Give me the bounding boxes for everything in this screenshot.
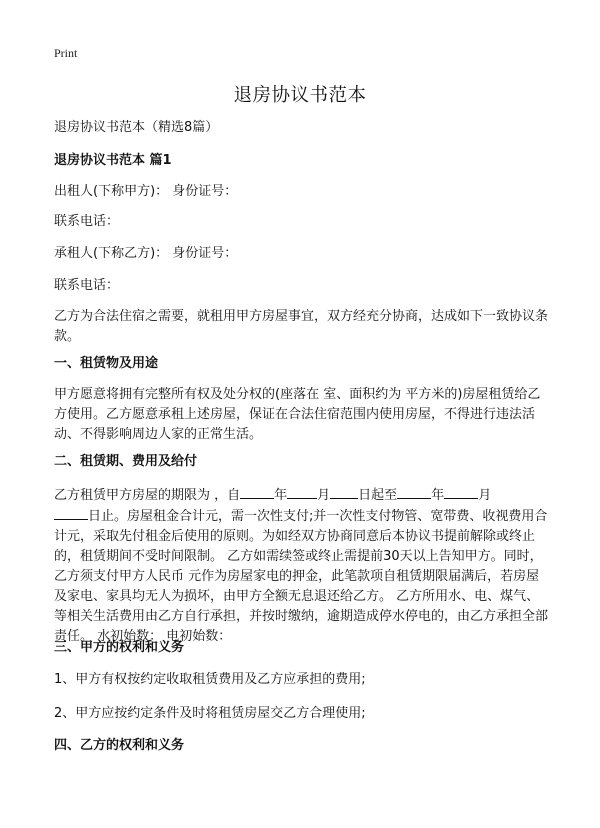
page-title: 退房协议书范本 (233, 85, 367, 106)
end-year-blank (397, 485, 431, 499)
year-label-2: 年 (431, 488, 445, 503)
day-from-label: 日起至 (358, 488, 398, 503)
section-3-title: 三、甲方的权利和义务 (54, 640, 185, 655)
intro-paragraph: 乙方为合法住宿之需要，就租用甲方房屋事宜，双方经充分协商，达成如下一致协议条款。 (54, 309, 549, 344)
lessee-line: 承租人(下称乙方)： 身份证号： (54, 246, 238, 261)
end-day-blank (54, 506, 88, 520)
lessor-phone-line: 联系电话： (54, 214, 120, 229)
day-end-label: 日止。 (88, 509, 128, 524)
document-subtitle: 退房协议书范本（精选8篇） (54, 120, 219, 135)
end-month-blank (444, 485, 478, 499)
section-1-title: 一、租赁物及用途 (54, 356, 159, 371)
start-month-blank (287, 485, 317, 499)
lease-terms-text (54, 506, 550, 647)
lease-terms-body: 房屋租金合计元，需一次性支付;并一次性支付物管、宽带费、收视费用合计元，采取先付租金后使用的原则。为如经双方协商同意后本协议书提前解除或终止的，租赁期间不受时间限制。 乙方如需续签或终止需提前30天以上告知甲方。同时，乙方须支付甲方人民币 元作为房屋家电的押金，此笔款项自租赁期限届满后，若房屋及家电、家具均无人为损坏，由甲方全额无息退还给乙方。 乙方所用水、电、煤气、等相关生活费用由乙方自行承担，并按时缴纳，逾期造成停水停电的，由乙方承担全部责任。 水初始数： 电初始数： (54, 509, 549, 644)
section-1-body: 甲方愿意将拥有完整所有权及处分权的(座落在 室、面积约为 平方米的)房屋租赁给乙方使用。乙方愿意承租上述房屋，保证在合法住宿范围内使用房屋，不得进行违法活动、不得影响周边人家的正常生活。 (54, 387, 541, 442)
start-year-blank (240, 485, 274, 499)
section-4-title: 四、乙方的权利和义务 (54, 738, 185, 753)
month-label: 月 (317, 488, 331, 503)
section-3-item-2: 2、甲方应按约定条件及时将租赁房屋交乙方合理使用; (54, 706, 366, 721)
start-day-blank (330, 485, 358, 499)
section-2-title: 二、租赁期、费用及给付 (54, 454, 198, 469)
lessee-phone-line: 联系电话： (54, 278, 120, 293)
lessor-line: 出租人(下称甲方)： 身份证号： (54, 184, 238, 199)
lease-period-line (54, 485, 550, 506)
section-heading: 退房协议书范本 篇1 (54, 153, 172, 168)
section-2-body (54, 485, 550, 647)
year-label: 年 (274, 488, 288, 503)
lease-period-text: 乙方租赁甲方房屋的期限为 ，自 (54, 488, 241, 503)
print-label[interactable]: Print (54, 46, 78, 60)
section-3-item-1: 1、甲方有权按约定收取租赁费用及乙方应承担的费用; (54, 672, 366, 687)
month-label-2: 月 (478, 488, 492, 503)
